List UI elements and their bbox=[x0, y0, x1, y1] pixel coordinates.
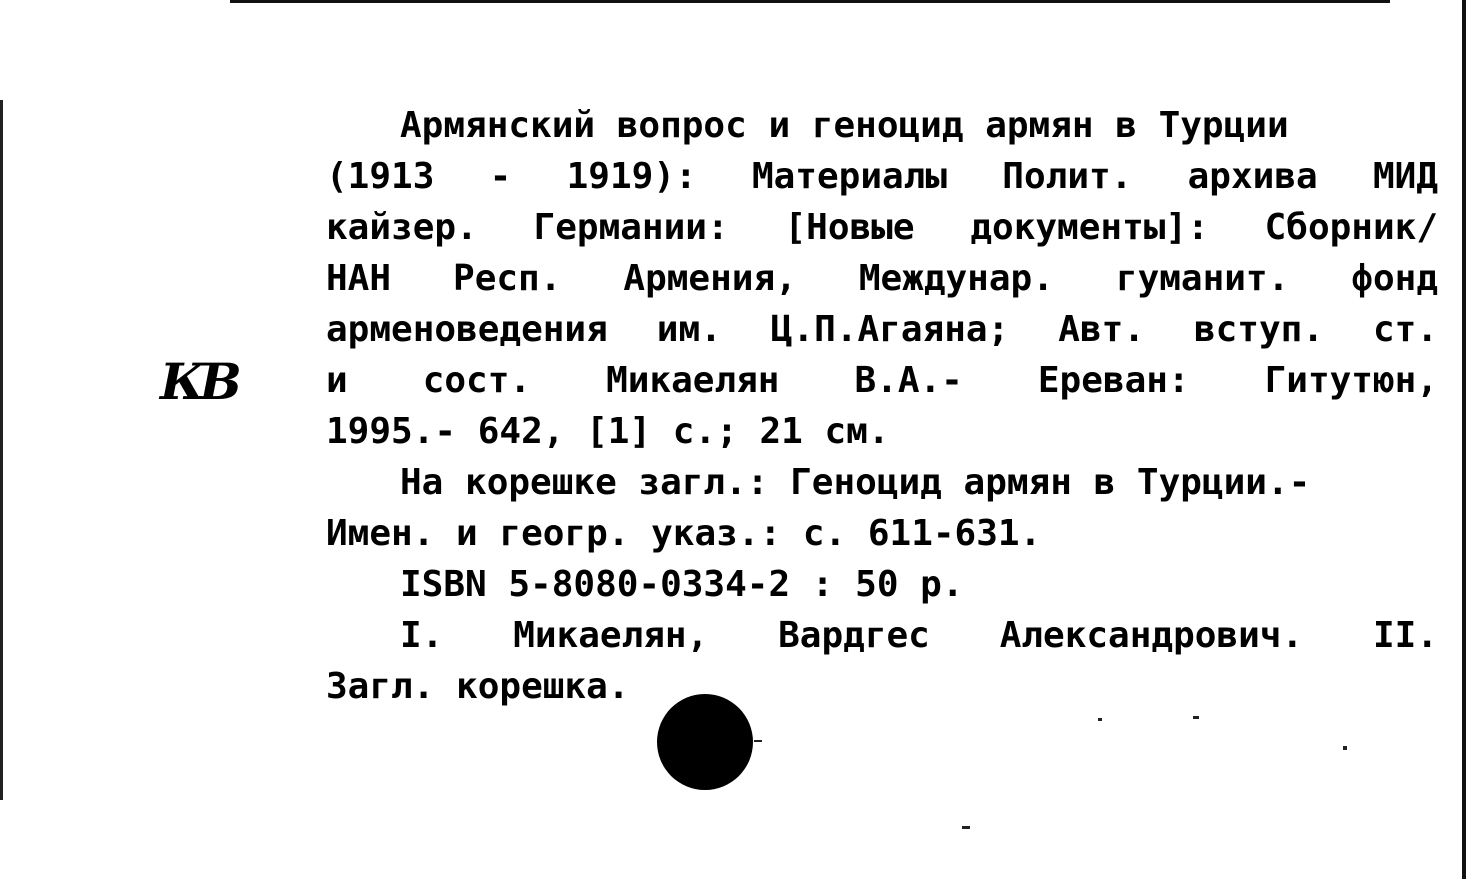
entry-line-note: Имен. и геогр. указ.: с. 611-631. bbox=[326, 513, 1042, 554]
call-number: КВ bbox=[160, 352, 236, 411]
entry-line: (1913 - 1919): Материалы Полит. архива МИД bbox=[326, 156, 1438, 197]
entry-line: кайзер. Германии: [Новые документы]: Сборник/ bbox=[326, 207, 1438, 248]
entry-line: арменоведения им. Ц.П.Агаяна; Авт. вступ. ст. bbox=[326, 309, 1438, 350]
card-left-edge bbox=[0, 100, 3, 800]
scan-speck bbox=[754, 740, 762, 742]
entry-line-note: На корешке загл.: Геноцид армян в Турции.- bbox=[400, 462, 1311, 503]
entry-line-tracing: Загл. корешка. bbox=[326, 666, 630, 707]
scan-speck bbox=[1193, 716, 1199, 719]
card-top-edge bbox=[230, 0, 1390, 3]
scan-speck bbox=[962, 826, 970, 829]
entry-line-imprint: 1995.- 642, [1] с.; 21 см. bbox=[326, 411, 890, 452]
bibliographic-entry bbox=[326, 100, 1438, 712]
entry-line-title: Армянский вопрос и геноцид армян в Турции bbox=[400, 105, 1289, 146]
card-punch-hole bbox=[657, 694, 753, 790]
entry-line: и сост. Микаелян В.А.- Ереван: Гитутюн, bbox=[326, 360, 1438, 401]
entry-line-tracing: I. Микаелян, Вардгес Александрович. II. bbox=[400, 615, 1438, 656]
entry-line: НАН Респ. Армения, Междунар. гуманит. фонд bbox=[326, 258, 1438, 299]
scan-speck bbox=[1098, 718, 1102, 721]
entry-line-isbn: ISBN 5-8080-0334-2 : 50 р. bbox=[400, 564, 964, 605]
scan-speck bbox=[1343, 746, 1347, 750]
card-right-edge bbox=[1462, 0, 1466, 879]
